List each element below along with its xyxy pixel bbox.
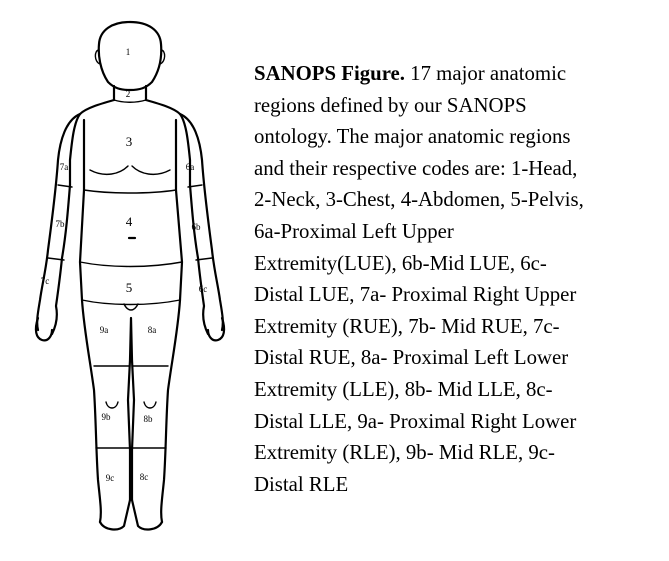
- inner-legs: [128, 318, 134, 500]
- body-region-diagram: [0, 0, 260, 561]
- region-label-9b: 9b: [101, 412, 111, 422]
- caption-line-2: ontology. The major anatomic regions: [254, 125, 571, 149]
- chest-lower-boundary: [84, 190, 176, 193]
- region-label-4: 4: [125, 214, 133, 229]
- region-label-8c: 8c: [139, 472, 149, 482]
- region-label-9a: 9a: [99, 325, 109, 335]
- figure-caption: [254, 58, 654, 500]
- caption-line-9: Distal RUE, 8a- Proximal Left Lower: [254, 346, 569, 370]
- region-label-8a: 8a: [147, 325, 157, 335]
- left-foot: [132, 500, 162, 529]
- region-label-3: 3: [125, 134, 133, 149]
- caption-line-5: 6a-Proximal Left Upper: [254, 219, 454, 243]
- caption-line-7: Distal LUE, 7a- Proximal Right Upper: [254, 283, 577, 307]
- caption-line-12: Extremity (RLE), 9b- Mid RLE, 9c-: [254, 441, 555, 465]
- abdomen-lower-boundary: [80, 262, 182, 267]
- region-label-6b: 6b: [191, 222, 201, 232]
- body-outline-svg: [0, 0, 260, 561]
- caption-line-1: regions defined by our SANOPS: [254, 93, 527, 117]
- region-label-2: 2: [125, 89, 131, 99]
- neck-boundary: [114, 100, 146, 102]
- caption-line-11: Distal LLE, 9a- Proximal Right Lower: [254, 409, 577, 433]
- pectoral-right: [132, 166, 170, 174]
- region-label-9c: 9c: [105, 473, 115, 483]
- pectoral-left: [90, 166, 128, 174]
- caption-line-0: 17 major anatomic: [404, 62, 567, 85]
- region-label-6a: 6a: [185, 162, 195, 172]
- region-label-7b: 7b: [55, 219, 65, 229]
- caption-line-8: Extremity (RUE), 7b- Mid RUE, 7c-: [254, 314, 560, 338]
- region-label-7c: 7c: [40, 276, 50, 286]
- caption-title: SANOPS Figure.: [254, 62, 405, 85]
- caption-line-13: Distal RLE: [254, 472, 349, 496]
- caption-line-4: 2-Neck, 3-Chest, 4-Abdomen, 5-Pelvis,: [254, 188, 584, 212]
- knee-right: [106, 402, 118, 408]
- caption-line-6: Extremity(LUE), 6b-Mid LUE, 6c-: [254, 251, 547, 275]
- pelvis-lower-boundary: [82, 300, 180, 305]
- region-label-5: 5: [125, 280, 133, 295]
- region-label-6c: 6c: [198, 284, 208, 294]
- caption-line-3: and their respective codes are: 1-Head,: [254, 156, 578, 180]
- region-label-1: 1: [125, 47, 131, 57]
- left-arm-outline: [180, 114, 223, 334]
- region-label-7a: 7a: [59, 162, 69, 172]
- right-foot: [100, 500, 130, 529]
- knee-left: [144, 402, 156, 408]
- caption-line-10: Extremity (LLE), 8b- Mid LLE, 8c-: [254, 377, 553, 401]
- region-label-8b: 8b: [143, 414, 153, 424]
